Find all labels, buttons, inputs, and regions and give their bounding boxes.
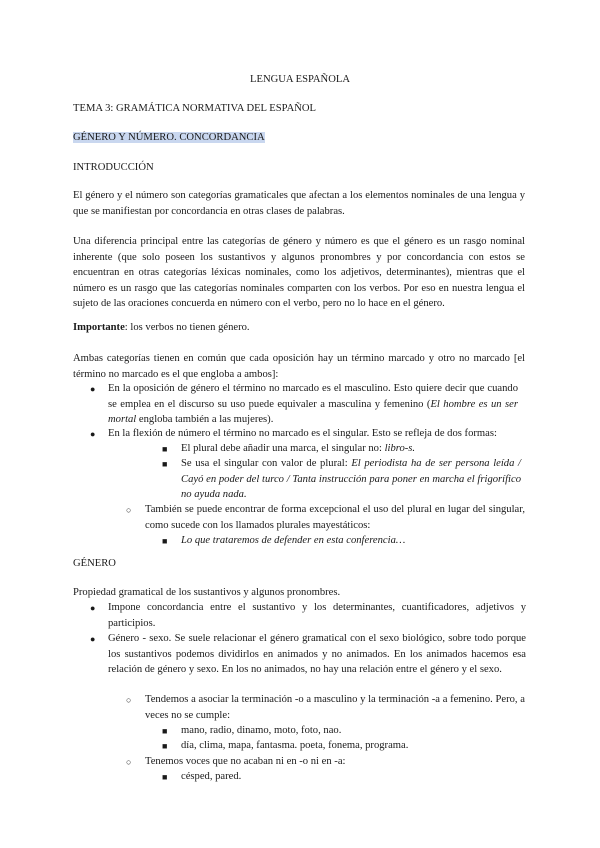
topic-title: TEMA 3: GRAMÁTICA NORMATIVA DEL ESPAÑOL [73, 103, 316, 114]
list-item-example: libro-s. [384, 443, 416, 454]
intro-heading: INTRODUCCIÓN [73, 162, 154, 173]
bullet-square: ■ [162, 726, 168, 736]
bullet-square: ■ [162, 444, 168, 454]
important-note [73, 321, 250, 335]
bullet-square: ■ [162, 772, 168, 782]
list-item-concordancia: Impone concordancia entre el sustantivo y los determinantes, cuantificadores, adjetivos y participios. [108, 602, 526, 629]
genero-heading: GÉNERO [73, 558, 116, 569]
genero-paragraph-1: Propiedad gramatical de los sustantivos y algunos pronombres. [73, 587, 341, 598]
important-label: Importante [73, 322, 125, 333]
list-item-genero-sexo: Género - sexo. Se suele relacionar el género gramatical con el sexo biológico, sobre todo porque los sustantivos podemos dividirlos en animados y no animados. En los animados hacemos esa relación de género y sexo. En los no animados, no hay una relación entre el género y el sexo. [108, 633, 526, 675]
bullet-square: ■ [162, 459, 168, 469]
list-item-text: Se usa el singular con valor de plural: [181, 458, 352, 469]
subtitle-highlight: GÉNERO Y NÚMERO. CONCORDANCIA [73, 132, 265, 143]
list-item-terminaciones: Tendemos a asociar la terminación -o a masculino y la terminación -a a femenino. Pero, a veces no se cumple: [145, 694, 525, 721]
list-item-otras-terminaciones: Tenemos voces que no acaban ni en -o ni en -a: [145, 756, 346, 767]
subtitle [73, 131, 265, 145]
intro-paragraph-3: Ambas categorías tienen en común que cada oposición hay un término marcado y otro no marcado [el término no marcado es el que engloba a ambos]: [73, 353, 525, 380]
list-item-cesped-pared: césped, pared. [181, 771, 242, 782]
list-item-text: engloba también a las mujeres). [136, 414, 274, 425]
list-item-plural-marca [181, 441, 521, 457]
bullet-circle: ○ [126, 505, 132, 515]
intro-paragraph-1: El género y el número son categorías gramaticales que afectan a los elementos nominales de una lengua y que se manifiestan por concordancia en otras clases de palabras. [73, 190, 525, 217]
bullet-disc: ● [90, 603, 96, 613]
list-item-text: El plural debe añadir una marca, el singular no: [181, 443, 385, 454]
list-item-numero-no-marcado: En la flexión de número el término no marcado es el singular. Esto se refleja de dos formas: [108, 428, 497, 439]
important-text: : los verbos no tienen género. [124, 322, 250, 333]
intro-paragraph-2: Una diferencia principal entre las categorías de género y número es que el género es un rasgo nominal inherente (que solo poseen los sustantivos y algunos pronombres y por concordancia con estos se encuentran en otras categorías léxicas nominales, como los adjetivos, determinantes), mientras que el número es un rasgo que las categorías nominales comparten con los verbos. Por eso en nuestra lengua el sujeto de las oraciones concuerda en número con el verbo, pero no lo hace en el género. [73, 236, 525, 309]
bullet-disc: ● [90, 634, 96, 644]
list-item-excepciones-a: mano, radio, dinamo, moto, foto, nao. [181, 725, 342, 736]
bullet-square: ■ [162, 536, 168, 546]
list-item-conferencia-example [181, 533, 521, 549]
list-item-genero-no-marcado [108, 381, 518, 428]
course-title: LENGUA ESPAÑOLA [250, 74, 350, 85]
list-item-text: En la oposición de género el término no marcado es el masculino. Esto quiere decir que cuando se emplea en el discurso su uso puede equivaler a masculina y femenino ( [108, 383, 518, 410]
bullet-square: ■ [162, 741, 168, 751]
list-item-excepciones-b: día, clima, mapa, fantasma. poeta, fonema, programa. [181, 740, 409, 751]
bullet-circle: ○ [126, 695, 132, 705]
bullet-circle: ○ [126, 757, 132, 767]
bullet-disc: ● [90, 384, 96, 394]
list-item-singular-valor-plural [181, 456, 521, 503]
list-item-example: Lo que trataremos de defender en esta conferencia… [181, 535, 406, 546]
list-item-example: El hombre es un ser mortal [108, 398, 518, 425]
list-item-plural-mayestatico: También se puede encontrar de forma excepcional el uso del plural en lugar del singular, como sucede con los llamados plurales mayestáticos: [145, 504, 525, 531]
bullet-disc: ● [90, 429, 96, 439]
list-item-example: El periodista ha de ser persona leída / Cayó en poder del turco / Tanta instrucción para poner en marcha el frigorífico no ayuda nada. [181, 458, 521, 500]
